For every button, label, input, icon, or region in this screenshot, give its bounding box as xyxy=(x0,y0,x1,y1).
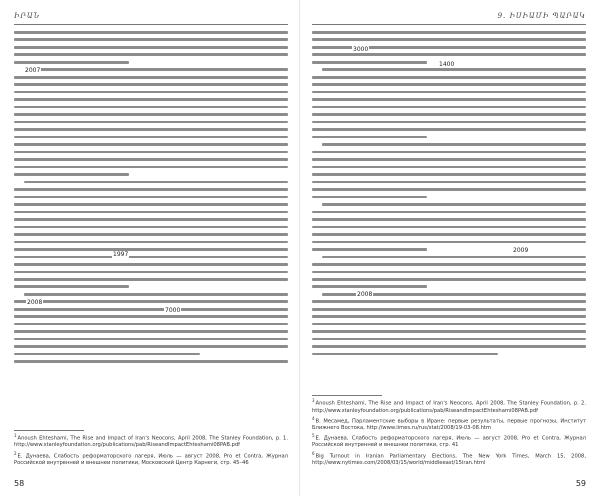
text-line xyxy=(14,271,288,274)
text-line xyxy=(312,278,586,281)
text-line xyxy=(14,278,288,281)
text-line xyxy=(14,121,288,124)
footnote-text: Е. Дунаева, Слабость реформаторского лагеря, Июль — август 2008, Pro et Contra, Журнал Российской внутренней и внешнеи политики, Московский Центр Карнеги, стр. 45–46 xyxy=(14,453,288,466)
text-line xyxy=(312,158,586,161)
text-line xyxy=(14,323,288,326)
text-line xyxy=(14,218,288,221)
text-line xyxy=(14,143,288,146)
footnote-mark: 2 xyxy=(14,450,17,456)
text-line xyxy=(14,38,288,41)
text-line xyxy=(312,166,586,169)
year-2009: 2009 xyxy=(513,247,529,254)
footnote-2 xyxy=(14,451,288,467)
text-line xyxy=(14,98,288,101)
text-line xyxy=(322,256,586,259)
text-line xyxy=(14,83,288,86)
text-line xyxy=(312,136,427,139)
text-line xyxy=(312,76,586,79)
text-line xyxy=(312,211,586,214)
text-line xyxy=(14,76,288,79)
text-line xyxy=(14,233,288,236)
text-line xyxy=(14,353,200,356)
footnote-6 xyxy=(312,451,586,467)
year-2008: 2008 xyxy=(357,291,373,298)
text-line xyxy=(312,271,586,274)
footnote-rule xyxy=(14,430,84,431)
text-line xyxy=(312,300,586,303)
text-line xyxy=(14,158,288,161)
text-line xyxy=(312,345,586,348)
year-1997: 1997 xyxy=(113,251,129,258)
text-line xyxy=(312,263,586,266)
text-line xyxy=(322,203,586,206)
text-line xyxy=(14,128,288,131)
text-line xyxy=(312,38,586,41)
footnote-mark: 5 xyxy=(312,433,315,439)
footnote-3 xyxy=(312,398,586,414)
text-line xyxy=(312,91,586,94)
text-line xyxy=(312,330,586,333)
text-line xyxy=(14,241,288,244)
text-line xyxy=(312,61,427,64)
footnote-mark: 4 xyxy=(312,415,315,421)
text-line xyxy=(312,241,586,244)
number-3000: 3000 xyxy=(353,46,369,53)
text-line xyxy=(312,218,586,221)
text-line xyxy=(312,248,427,251)
text-line xyxy=(14,211,288,214)
right-running-header: 9. ԻՍԻԱՄԻ ՊԱՐԱԿ xyxy=(312,12,586,25)
text-line xyxy=(14,248,288,251)
text-line xyxy=(312,83,586,86)
text-line xyxy=(14,46,288,49)
text-line xyxy=(14,113,288,116)
text-line xyxy=(14,188,288,191)
number-7000: 7000 xyxy=(165,307,181,314)
right-page-number: 59 xyxy=(575,479,586,488)
text-line xyxy=(14,61,129,64)
text-line xyxy=(14,136,288,139)
text-line xyxy=(14,256,288,259)
text-line xyxy=(14,308,288,311)
footnote-text: Anoush Ehteshami, The Rise and Impact of Iran's Neocons, April 2008, The Stanley Foundation, p. 2. http://www.stanleyfoundation.org/publications/pab/RiseandImpactEhteshami08PAB.pdf xyxy=(312,401,586,414)
text-line xyxy=(312,181,586,184)
text-line xyxy=(312,315,586,318)
text-line xyxy=(312,226,586,229)
year-2008: 2008 xyxy=(27,299,43,306)
text-line xyxy=(24,68,288,71)
text-line xyxy=(24,293,288,296)
footnote-mark: 1 xyxy=(14,433,17,439)
footnote-4 xyxy=(312,416,586,432)
text-line xyxy=(312,188,586,191)
text-line xyxy=(312,128,586,131)
text-line xyxy=(312,173,586,176)
left-footnotes xyxy=(14,430,288,468)
text-line xyxy=(312,106,586,109)
text-line xyxy=(312,151,586,154)
text-line xyxy=(14,166,288,169)
text-line xyxy=(322,143,586,146)
left-running-header: ԻՐԱՆ xyxy=(14,12,288,25)
text-line xyxy=(312,285,427,288)
text-line xyxy=(14,203,288,206)
text-line xyxy=(312,233,586,236)
right-page xyxy=(300,0,600,496)
footnote-text: Big Turnout in Iranian Parliamentary Elections, The New York Times, March 15, 2008, http://www.nytimes.com/2008/03/15/world/middleeast/15iran.html xyxy=(312,453,586,466)
text-line xyxy=(14,345,288,348)
footnote-text: Е. Дунаева, Слабость реформаторского лагеря, Июль — август 2008, Pro et Contra, Журнал Российской внутренней и внешнеи политики, стр. 41 xyxy=(312,435,586,449)
number-1400: 1400 xyxy=(439,61,455,68)
footnote-text: Anoush Ehteshami, The Rise and Impact of Iran's Neocons, April 2008, The Stanley Foundation, p. 1. http://www.stanleyfoundation.org/publications/pab/RiseandImpactEhteshami08PAB.pdf xyxy=(14,435,288,449)
text-line xyxy=(14,226,288,229)
footnote-text: В. Месамед, Парламентские выборы в Иране: первые результаты, первые прогнозы, Институт Ближнего Востока, http://www.iimes.ru/rus/stat/2008/19-03-08.htm xyxy=(312,418,586,432)
text-line xyxy=(14,263,288,266)
text-line xyxy=(14,151,288,154)
text-line xyxy=(14,91,288,94)
text-line xyxy=(312,113,586,116)
footnote-mark: 3 xyxy=(312,398,315,404)
text-line xyxy=(312,196,427,199)
text-line xyxy=(312,323,586,326)
left-page-number: 58 xyxy=(14,479,25,488)
text-line xyxy=(312,31,586,34)
text-line xyxy=(14,360,288,363)
text-line xyxy=(14,285,129,288)
text-line xyxy=(322,68,586,71)
text-line xyxy=(312,98,586,101)
footnote-5 xyxy=(312,433,586,449)
footnote-1 xyxy=(14,433,288,449)
text-line xyxy=(312,338,586,341)
text-line xyxy=(312,353,498,356)
year-2007: 2007 xyxy=(25,67,41,74)
text-line xyxy=(14,173,129,176)
footnote-mark: 6 xyxy=(312,450,315,456)
text-line xyxy=(14,330,288,333)
text-line xyxy=(312,53,586,56)
text-line xyxy=(14,53,288,56)
right-body-text xyxy=(312,31,586,355)
left-body-text xyxy=(14,31,288,363)
text-line xyxy=(14,196,288,199)
text-line xyxy=(14,31,288,34)
text-line xyxy=(14,106,288,109)
text-line xyxy=(14,300,288,303)
text-line xyxy=(14,315,288,318)
text-line xyxy=(312,121,586,124)
text-line xyxy=(312,308,586,311)
right-footnotes xyxy=(312,395,586,468)
text-line xyxy=(24,181,288,184)
footnote-rule xyxy=(312,395,382,396)
text-line xyxy=(14,338,288,341)
